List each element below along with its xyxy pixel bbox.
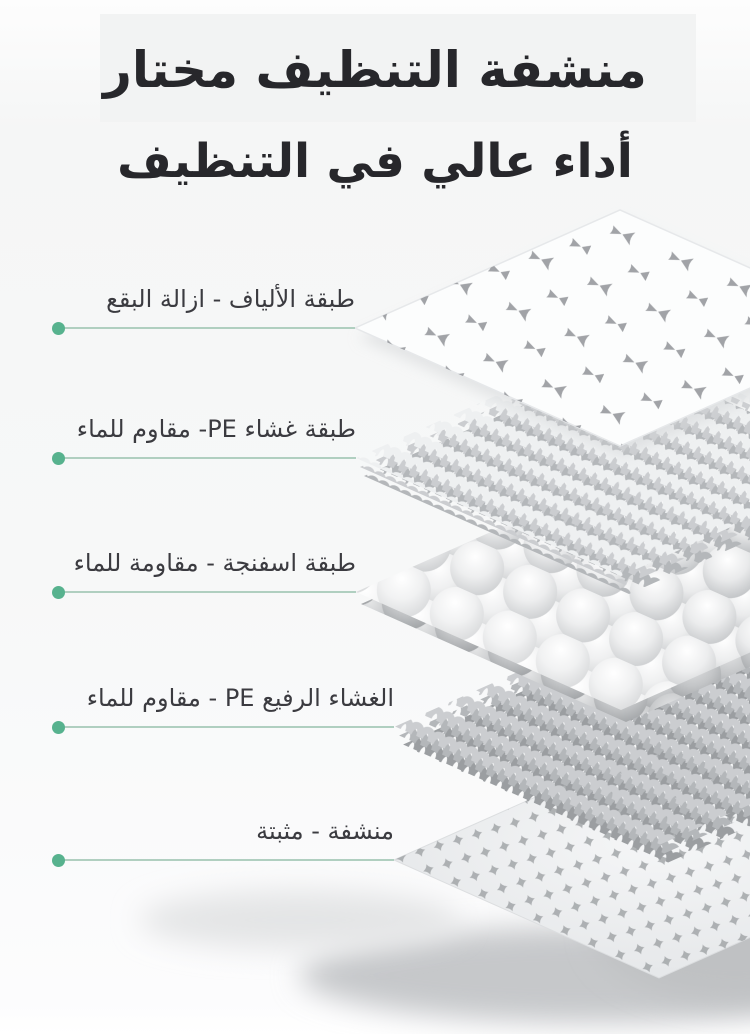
callout-fiber-layer <box>58 280 355 329</box>
callout-sponge-layer <box>58 544 356 593</box>
page-subtitle: أداء عالي في التنظيف <box>117 134 633 189</box>
callout-pe-membrane-layer <box>58 410 356 459</box>
callout-line <box>58 457 356 459</box>
callout-line <box>58 726 394 728</box>
callout-label-pe-membrane-layer: طبقة غشاء PE- مقاوم للماء <box>76 415 356 443</box>
fiber-sheet-layer-graphic <box>355 210 750 456</box>
callout-label-fiber-layer: طبقة الألياف - ازالة البقع <box>106 285 355 313</box>
callout-label-sponge-layer: طبقة اسفنجة - مقاومة للماء <box>73 549 356 577</box>
callout-line <box>58 591 356 593</box>
connector-dot <box>52 322 65 335</box>
callout-line <box>58 327 355 329</box>
callout-label-fixed-towel-layer: منشفة - مثبتة <box>256 817 394 845</box>
connector-dot <box>52 854 65 867</box>
connector-dot <box>52 452 65 465</box>
connector-dot <box>52 586 65 599</box>
callout-label-thin-pe-layer: الغشاء الرفيع PE - مقاوم للماء <box>86 684 394 712</box>
callout-line <box>58 859 394 861</box>
page-header <box>0 30 750 198</box>
callout-thin-pe-layer <box>58 679 394 728</box>
connector-dot <box>52 721 65 734</box>
callout-fixed-towel-layer <box>58 812 394 861</box>
page-title: منشفة التنظيف مختار <box>103 41 647 99</box>
